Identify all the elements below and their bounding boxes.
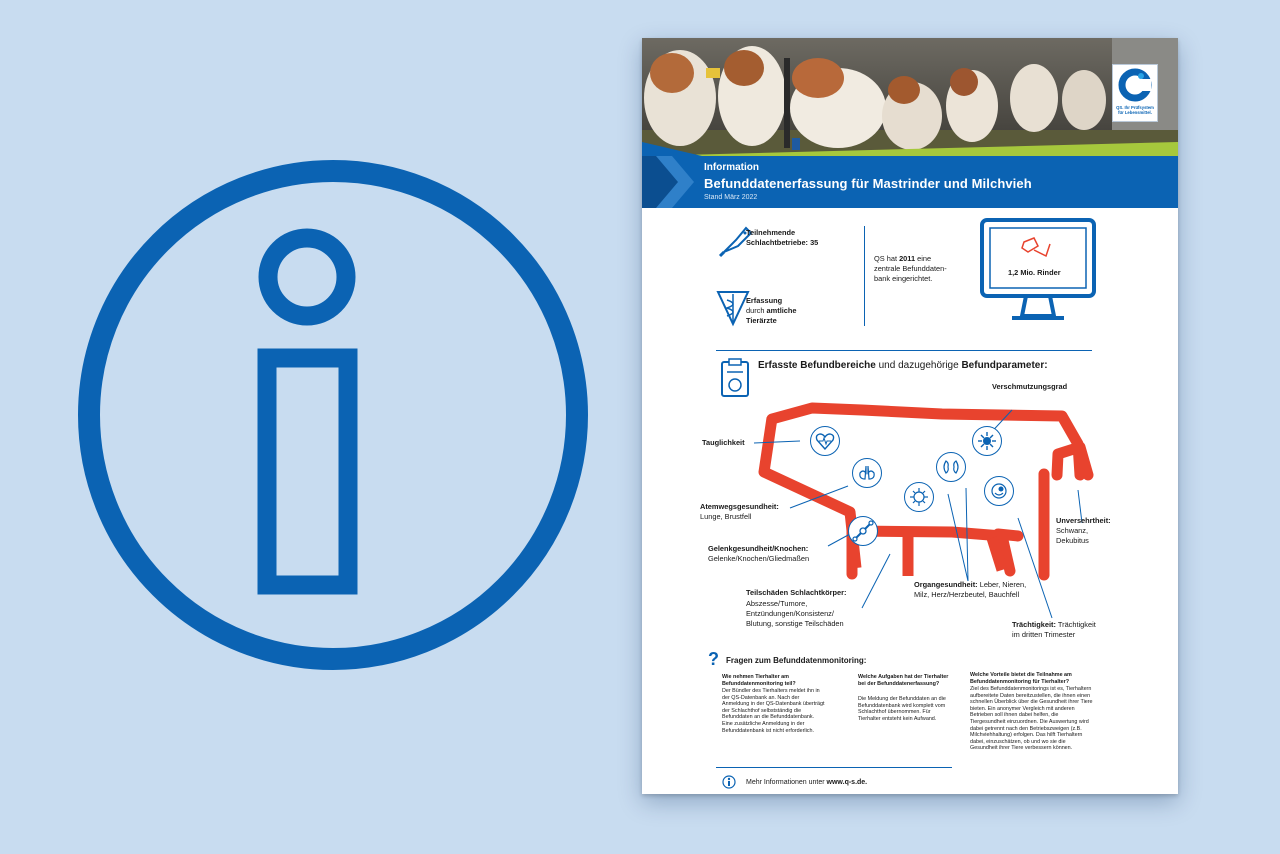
qs-line3: bank eingerichtet.: [874, 274, 933, 283]
label-organ-l2: Milz, Herz/Herzbeutel, Bauchfell: [914, 590, 1020, 599]
label-unvers-title: Unversehrtheit:: [1056, 516, 1111, 525]
vet-caduceus-icon: [716, 288, 750, 328]
monitor-value: 1,2 Mio. Rinder: [1008, 268, 1061, 277]
kidneys-icon: [936, 452, 966, 482]
page-title: Befunddatenerfassung für Mastrinder und Milchvieh: [704, 176, 1032, 191]
vet-line1: Erfassung: [746, 296, 783, 305]
label-tauglichkeit: Tauglichkeit: [702, 438, 745, 447]
vet-line2: durch amtliche: [746, 306, 797, 315]
header-date: Stand März 2022: [704, 194, 758, 201]
facts-divider: [864, 226, 865, 326]
qs-line2: zentrale Befunddaten-: [874, 264, 947, 273]
label-verschmutzung: Verschmutzungsgrad: [992, 382, 1068, 391]
faq-a1: Der Bündler des Tierhalters meldet ihn in der QS-Datenbank an. Nach der Anmeldung in der QS-Datenbank überträgt der Schlachthof selbstständig die Befunddaten an die Befunddatenbank. Eine zusätzliche Anmeldung in der Befunddatenbank ist nicht erforderlich.: [722, 688, 825, 734]
virus-icon: [904, 482, 934, 512]
slaughter-count: Schlachtbetriebe: 35: [746, 238, 819, 247]
label-traecht-l2: im dritten Trimester: [1012, 630, 1076, 639]
vet-line3: Tierärzte: [746, 316, 777, 325]
faq-heading: Fragen zum Befunddatenmonitoring:: [726, 656, 867, 665]
footer-divider: [716, 767, 952, 768]
logo-line1: QS. Ihr Prüfsystem: [1116, 105, 1154, 110]
footer-text: Mehr Informationen unter www.q-s.de.: [746, 779, 868, 786]
section-divider-1: [716, 350, 1092, 351]
logo-line2: für Lebensmittel.: [1118, 110, 1152, 115]
header-kicker: Information: [704, 162, 759, 173]
qs-logo-icon: [1113, 65, 1157, 105]
faq-q2: Welche Aufgaben hat der Tierhalter bei der Befunddatenerfassung?: [858, 674, 949, 687]
heart-icon: [810, 426, 840, 456]
question-mark-icon: ?: [708, 649, 719, 669]
label-atemweg-text: Lunge, Brustfell: [700, 512, 752, 521]
header-photo-cows: [642, 38, 1178, 156]
label-gelenk-text: Gelenke/Knochen/Gliedmaßen: [708, 554, 810, 563]
title-band: [642, 156, 1178, 208]
areas-heading: Erfasste Befundbereiche und dazugehörige Befundparameter:: [758, 360, 1048, 371]
qs-logo: [1112, 64, 1158, 122]
label-unvers-l1: Schwanz,: [1056, 526, 1089, 535]
faq-q3: Welche Vorteile bietet die Teilnahme am Befunddatenmonitoring für Tierhalter?: [970, 672, 1072, 685]
label-unvers-l2: Dekubitus: [1056, 536, 1089, 545]
footer-link[interactable]: www.q-s.de.: [826, 779, 868, 786]
info-small-icon: [722, 775, 736, 789]
info-sheet: [642, 38, 1178, 794]
faq-q1: Wie nehmen Tierhalter am Befunddatenmonitoring teil?: [722, 674, 796, 687]
slaughter-label: Teilnehmende: [746, 228, 796, 237]
band-accent: [642, 156, 694, 208]
label-teil-title: Teilschäden Schlachtkörper:: [746, 588, 847, 597]
label-traecht-l1: Trächtigkeit: Trächtigkeit: [1012, 620, 1096, 629]
fetus-icon: [984, 476, 1014, 506]
label-teil-l1: Abszesse/Tumore,: [746, 599, 808, 608]
faq-a2: Die Meldung der Befunddaten an die Befunddatenbank wird komplett vom Schlachthof übernommen. Für Tierhalter entsteht kein Aufwand.: [858, 696, 946, 722]
label-teil-l2: Entzündungen/Konsistenz/: [746, 609, 834, 618]
clipboard-icon: [720, 358, 750, 398]
joint-bone-icon: [848, 516, 878, 546]
label-gelenk-title: Gelenkgesundheit/Knochen:: [708, 544, 809, 553]
label-atemweg-title: Atemwegsgesundheit:: [700, 502, 779, 511]
label-organ-l1: Organgesundheit: Leber, Nieren,: [914, 580, 1027, 589]
dirt-splash-icon: [972, 426, 1002, 456]
label-teil-l3: Blutung, sonstige Teilschäden: [746, 619, 844, 628]
qs-line1: QS hat 2011 eine: [874, 254, 932, 263]
faq-a3: Ziel des Befunddatenmonitorings ist es, Tierhaltern aufbereitete Daten bereitzustellen, die ihnen einen schnellen Überblick über die Gesundheit ihrer Tiere bieten. Ein anonymer Vergleich mit anderen Betrieben soll ihnen dabei helfen, die Tiergesundheit einzuordnen. Die Auswertung wird dabei getrennt nach den Betriebszweigen (z.B. Milchviehhaltung) erfolgen. Das hilft Tierhaltern dabei, einzuschätzen, ob und wo sie die Gesundheit ihrer Tiere verbessern können.: [970, 686, 1093, 752]
lungs-icon: [852, 458, 882, 488]
